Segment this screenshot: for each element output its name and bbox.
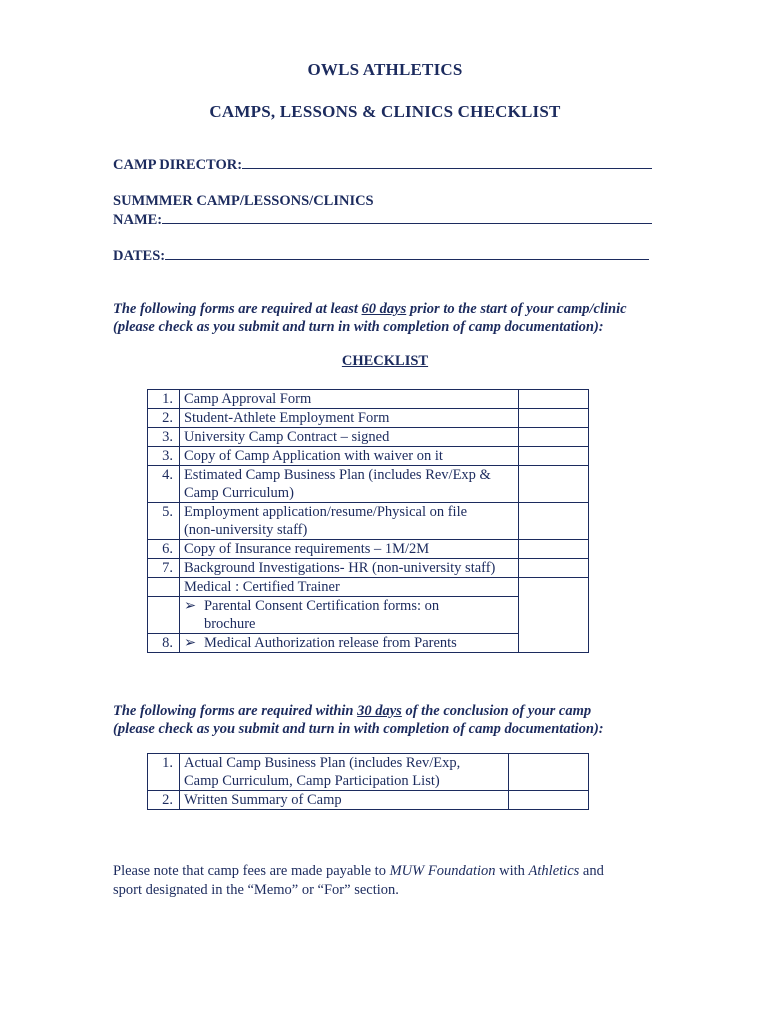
- section1-days: 60 days: [361, 301, 407, 317]
- row-text: [179, 754, 508, 791]
- payment-note: [113, 862, 673, 900]
- section2-intro-text: The following forms are required within: [113, 703, 358, 719]
- note-text: sport designated in the “Memo” or “For” section.: [113, 882, 399, 898]
- arrow-bullet-icon: ➢: [183, 635, 197, 651]
- row-text: [179, 597, 518, 634]
- checkbox-cell[interactable]: [519, 540, 589, 559]
- checkbox-cell[interactable]: [519, 578, 589, 653]
- row-text: Written Summary of Camp: [179, 791, 508, 810]
- row-text: [179, 634, 518, 653]
- checkbox-cell[interactable]: [519, 466, 589, 503]
- table-row: [148, 540, 589, 559]
- checklist-heading: CHECKLIST: [341, 353, 429, 369]
- section2-intro-note: (please check as you submit and turn in with completion of camp documentation):: [113, 721, 604, 737]
- section2-intro: [113, 702, 673, 738]
- row-number: 4.: [148, 466, 180, 503]
- row-number: 3.: [148, 428, 180, 447]
- row-number: 1.: [148, 390, 180, 409]
- note-text: and: [579, 863, 604, 879]
- row-number: [148, 597, 180, 634]
- row-text: Medical : Certified Trainer: [179, 578, 518, 597]
- table-row: [148, 754, 589, 791]
- checkbox-cell[interactable]: [519, 559, 589, 578]
- camp-name-label-line1: SUMMMER CAMP/LESSONS/CLINICS: [113, 193, 374, 209]
- section1-intro-text-b: prior to the start of your camp/clinic: [406, 301, 627, 317]
- table-row: [148, 447, 589, 466]
- checkbox-cell[interactable]: [519, 503, 589, 540]
- note-text: with: [495, 863, 529, 879]
- row-text: Student-Athlete Employment Form: [179, 409, 518, 428]
- row-text-line1: Medical Authorization release from Parents: [203, 635, 457, 651]
- row-text-line2: (non-university staff): [183, 522, 308, 538]
- section1-intro: [113, 300, 673, 336]
- section2-intro-text-b: of the conclusion of your camp: [401, 703, 592, 719]
- row-text: [179, 466, 518, 503]
- camp-director-line[interactable]: [242, 156, 652, 169]
- table-row: [148, 466, 589, 503]
- row-number: [148, 578, 180, 597]
- checklist-table: [147, 389, 589, 653]
- row-text-line1: Employment application/resume/Physical on file: [183, 504, 468, 520]
- row-number: 7.: [148, 559, 180, 578]
- section1-intro-note: (please check as you submit and turn in with completion of camp documentation):: [113, 319, 604, 335]
- row-text: Copy of Camp Application with waiver on it: [179, 447, 518, 466]
- row-number: 2.: [148, 409, 180, 428]
- checkbox-cell[interactable]: [519, 409, 589, 428]
- row-text: Copy of Insurance requirements – 1M/2M: [179, 540, 518, 559]
- row-text: University Camp Contract – signed: [179, 428, 518, 447]
- camp-director-label: CAMP DIRECTOR:: [113, 157, 243, 173]
- row-number: 5.: [148, 503, 180, 540]
- note-text: Please note that camp fees are made payable to: [113, 863, 390, 879]
- table-row: [148, 409, 589, 428]
- document-subtitle: CAMPS, LESSONS & CLINICS CHECKLIST: [209, 102, 561, 121]
- dates-label: DATES:: [113, 248, 166, 264]
- dates-field: [113, 247, 649, 265]
- row-number: 6.: [148, 540, 180, 559]
- checkbox-cell[interactable]: [519, 390, 589, 409]
- row-text: [179, 503, 518, 540]
- dates-line[interactable]: [165, 247, 649, 260]
- document-title: OWLS ATHLETICS: [307, 60, 463, 79]
- row-text-line2: brochure: [203, 616, 256, 632]
- post-camp-table: [147, 753, 589, 810]
- row-number: 8.: [148, 634, 180, 653]
- note-athletics: Athletics: [528, 863, 580, 879]
- row-text-line2: Camp Curriculum, Camp Participation List): [183, 773, 440, 789]
- table-row: [148, 503, 589, 540]
- table-row: [148, 390, 589, 409]
- camp-director-field: [113, 156, 652, 174]
- checkbox-cell[interactable]: [509, 754, 589, 791]
- note-foundation: MUW Foundation: [389, 863, 496, 879]
- camp-name-field: [113, 211, 652, 229]
- section2-days: 30 days: [357, 703, 402, 719]
- row-number: 2.: [148, 791, 180, 810]
- section1-intro-text: The following forms are required at least: [113, 301, 362, 317]
- row-text: Camp Approval Form: [179, 390, 518, 409]
- checkbox-cell[interactable]: [519, 428, 589, 447]
- camp-name-label: NAME:: [113, 212, 163, 228]
- row-text-line1: Estimated Camp Business Plan (includes Rev/Exp &: [183, 467, 491, 483]
- row-number: 1.: [148, 754, 180, 791]
- table-row: [148, 578, 589, 597]
- table-row: [148, 428, 589, 447]
- arrow-bullet-icon: ➢: [183, 598, 197, 614]
- checkbox-cell[interactable]: [519, 447, 589, 466]
- row-text: Background Investigations- HR (non-university staff): [179, 559, 518, 578]
- table-row: [148, 559, 589, 578]
- row-text-line2: Camp Curriculum): [183, 485, 294, 501]
- checkbox-cell[interactable]: [509, 791, 589, 810]
- row-text-line1: Parental Consent Certification forms: on: [203, 598, 440, 614]
- camp-name-line[interactable]: [162, 211, 652, 224]
- table-row: [148, 791, 589, 810]
- row-text-line1: Actual Camp Business Plan (includes Rev/Exp,: [183, 755, 461, 771]
- row-number: 3.: [148, 447, 180, 466]
